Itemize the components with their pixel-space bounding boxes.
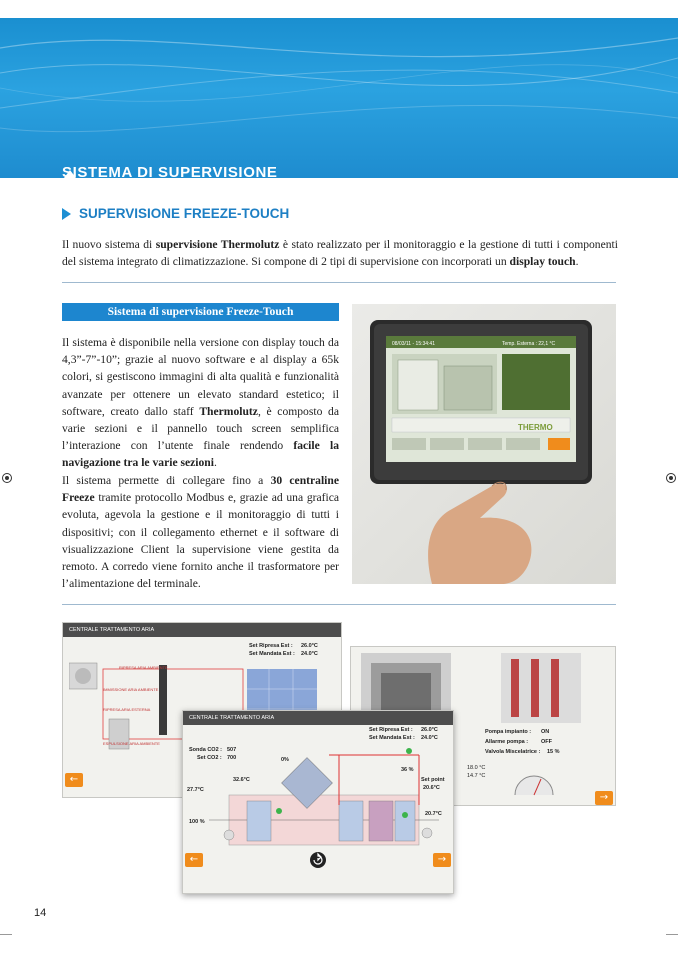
- screen-back-ripresa-value: 26.0°C: [301, 643, 318, 649]
- intro-bold-1: supervisione Thermolutz: [155, 238, 280, 251]
- screen-right-valvola-value: 15 %: [547, 749, 560, 755]
- registration-mark-right: [666, 473, 676, 483]
- screen-front-title: CENTRALE TRATTAMENTO ARIA: [183, 711, 453, 725]
- gauge-icon: [511, 763, 557, 799]
- intro-bold-2: display touch: [509, 255, 576, 268]
- intro-paragraph: [62, 236, 618, 270]
- screen-back-prev-button[interactable]: ←: [65, 773, 83, 787]
- screen-right-pompa-label: Pompa impianto :: [485, 729, 532, 735]
- divider-2: [62, 604, 616, 605]
- screen-front-pct-100: 100 %: [189, 819, 205, 825]
- photo-screen-date: 08/03/11 - 15:34:41: [392, 341, 435, 347]
- photo-screen-temp: Temp. Esterna : 22,1 °C: [502, 341, 556, 347]
- screen-front-setpoint: Set point: [421, 777, 445, 783]
- body2-text-2: tramite protocollo Modbus e, grazie ad una grafica evoluta, agevola la gestione e il monitoraggio di tutti i dispositivi; con il collegamento ethernet e il software di visualizzazione Client la supervisione viene gestita da remoto. A corredo viene fornito anche il trasformatore per l’alimentazione del terminale.: [62, 491, 339, 591]
- screen-right-valvola-label: Valvola Miscelatrice :: [485, 749, 541, 755]
- crop-mark-bottom-right: [666, 934, 678, 935]
- rotate-icon[interactable]: [309, 851, 327, 869]
- screen-front-pct-0: 0%: [281, 757, 289, 763]
- screen-front-temp-2: 27.7°C: [187, 787, 204, 793]
- screen-right-next-button[interactable]: →: [595, 791, 613, 805]
- screen-front-prev-button[interactable]: ←: [185, 853, 203, 867]
- screen-right-val-b: 14.7 °C: [467, 773, 486, 779]
- screen-right-val-a: 18.0 °C: [467, 765, 486, 771]
- screen-back-label-4: ESPULSIONE ARIA AMBIENTE: [103, 741, 160, 746]
- screen-back-title: CENTRALE TRATTAMENTO ARIA: [63, 623, 341, 637]
- section-heading: [62, 206, 289, 221]
- divider: [62, 282, 616, 283]
- body1-text-2: , è composto da varie sezioni e il pannello touch screen semplifica l’interazione con l’utente finale rendendo: [62, 404, 339, 453]
- wave-decoration: [0, 18, 678, 178]
- body-paragraph-1: [62, 334, 339, 472]
- screen-back-label-1: RIPRESA ARIA AMBIENTE: [119, 665, 168, 670]
- body1-text-1: Il sistema è disponibile nella versione con display touch da 4,3”-7”-10”; grazie al nuovo software e al display a 65k colori, si gestiscono immagini di alta qualità e funzionalità avanzate per ottenere un elevato standard estetico; il software, creato dallo staff: [62, 336, 339, 418]
- body-paragraph-2: [62, 472, 339, 592]
- screen-back-ripresa-label: Set Ripresa Est :: [249, 643, 293, 649]
- screen-right-pompa-value: ON: [541, 729, 550, 735]
- registration-mark-left: [2, 473, 12, 483]
- body2-bold-1: 30 centraline Freeze: [62, 474, 339, 505]
- screen-right-allarme-value: OFF: [541, 739, 552, 745]
- screen-back-mandata-label: Set Mandata Est :: [249, 651, 295, 657]
- screen-front-temp-3: 20.7°C: [425, 811, 442, 817]
- banner-notch: [64, 170, 76, 178]
- body1-text-3: .: [213, 456, 217, 470]
- screen-front-co2-label: Sonda CO2 :: [189, 747, 223, 753]
- screen-back-mandata-value: 24.0°C: [301, 651, 318, 657]
- screen-front-ripresa-value: 26.0°C: [421, 727, 438, 733]
- body2-text-1: Il sistema permette di collegare fino a: [62, 474, 271, 487]
- screen-front-temp-1: 32.6°C: [233, 777, 250, 783]
- screenshots-collage: [62, 616, 616, 936]
- screen-right-allarme-label: Allarme pompa :: [485, 739, 529, 745]
- screen-back-label-3: RIPRESA ARIA ESTERNA: [103, 707, 151, 712]
- intro-text-3: .: [575, 255, 579, 268]
- screen-front-co2-value: 507: [227, 747, 237, 753]
- screen-front-next-button[interactable]: →: [433, 853, 451, 867]
- screen-front-mandata-value: 24.0°C: [421, 735, 438, 741]
- screen-front-ripresa-label: Set Ripresa Est :: [369, 727, 413, 733]
- screen-front: [182, 710, 454, 894]
- banner-title: SISTEMA DI SUPERVISIONE: [62, 164, 278, 178]
- screen-right-pipes: [501, 653, 581, 723]
- body1-bold-2: facile la navigazione tra le varie sezioni: [62, 439, 339, 470]
- air-handling-diagram: [189, 745, 449, 865]
- body1-bold-1: Thermolutz: [199, 404, 258, 418]
- screen-front-setco2-value: 700: [227, 755, 237, 761]
- screen-back-label-2: IMMISSIONE ARIA AMBIENTE: [103, 687, 159, 692]
- screen-front-pct-36: 36 %: [401, 767, 414, 773]
- intro-text-1: Il nuovo sistema di: [62, 238, 156, 251]
- header-banner: [0, 18, 678, 178]
- screen-front-setco2-label: Set CO2 :: [197, 755, 222, 761]
- screen-front-temp-4: 20.6°C: [423, 785, 440, 791]
- touch-display-illustration: [352, 304, 616, 584]
- page-number: 14: [34, 907, 47, 919]
- box-title: Sistema di supervisione Freeze-Touch: [62, 303, 339, 321]
- photo-screen-logo: THERMO: [518, 423, 553, 432]
- triangle-bullet-icon: [62, 208, 71, 220]
- touch-display-photo: [352, 304, 616, 584]
- crop-mark-bottom-left: [0, 934, 12, 935]
- screen-front-mandata-label: Set Mandata Est :: [369, 735, 415, 741]
- intro-text-2: è stato realizzato per il monitoraggio e la gestione di tutti i componenti del sistema integrato di climatizzazione. Si compone di 2 tipi di supervisione con incorporati un: [62, 238, 618, 268]
- section-heading-text: SUPERVISIONE FREEZE-TOUCH: [79, 206, 290, 221]
